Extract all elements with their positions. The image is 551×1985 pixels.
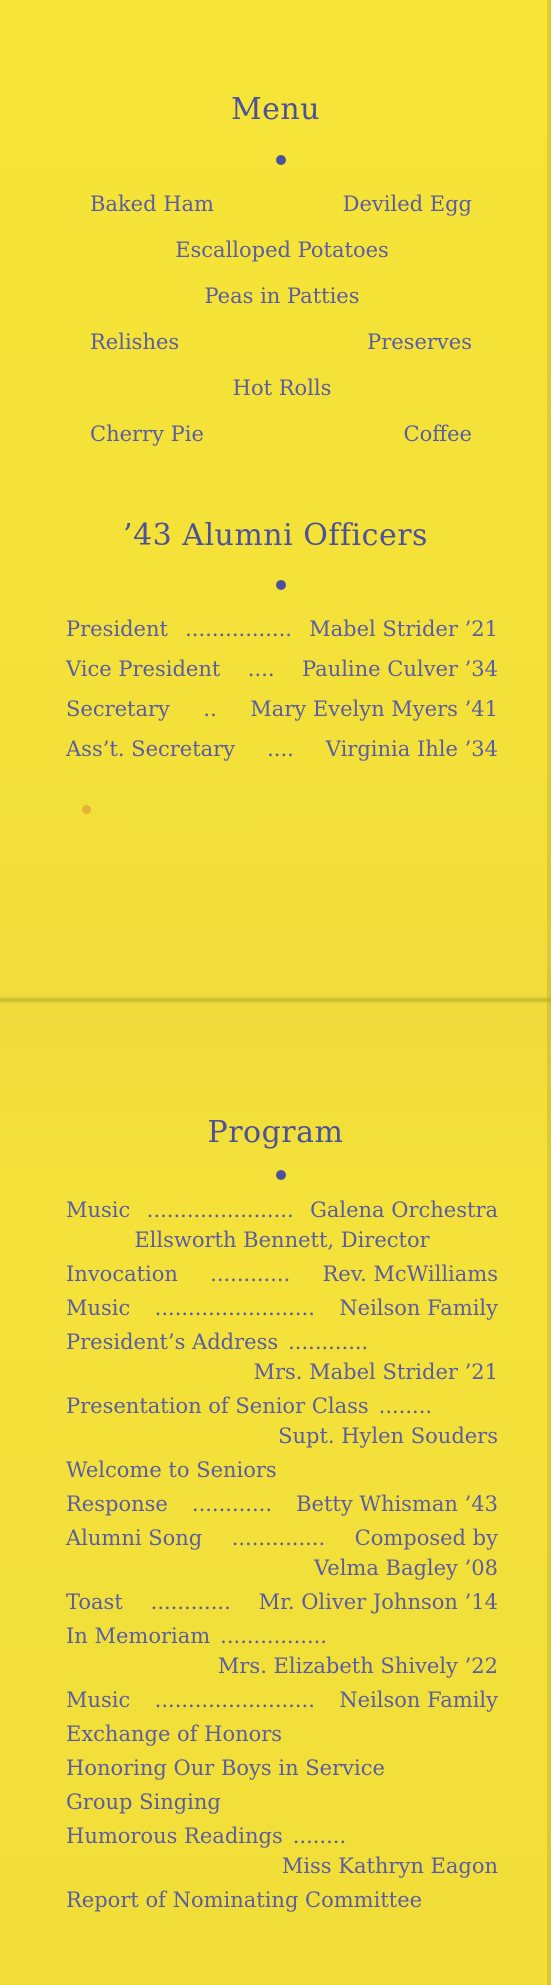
officer-role: Secretary <box>66 697 170 721</box>
program-item: Humorous Readings <box>66 1824 283 1848</box>
dot-leader: ........................ <box>154 1296 315 1320</box>
officers-title: ’43 Alumni Officers <box>123 518 428 553</box>
menu-line <box>90 190 472 218</box>
program-line <box>66 1554 498 1582</box>
dot-leader: ........ <box>292 1824 347 1848</box>
program-performer: Miss Kathryn Eagon <box>281 1854 498 1878</box>
program-item: Music <box>66 1296 131 1320</box>
dot-leader: ............ <box>210 1262 291 1286</box>
dot-leader: ........ <box>378 1394 433 1418</box>
officer-row <box>66 735 498 763</box>
program-divider-dot <box>276 1170 286 1180</box>
program-performer: Ellsworth Bennett, Director <box>134 1228 430 1252</box>
officer-role: Ass’t. Secretary <box>66 737 236 761</box>
program-item: Report of Nominating Committee <box>66 1888 423 1912</box>
officer-row <box>66 655 498 683</box>
menu-item: Peas in Patties <box>204 284 360 308</box>
menu-line <box>90 420 472 448</box>
officer-row <box>66 615 498 643</box>
program-line <box>66 1886 498 1914</box>
dot-leader: .... <box>247 657 275 681</box>
card-edge <box>547 0 551 1985</box>
officer-name: Virginia Ihle ’34 <box>325 737 498 761</box>
program-line <box>66 1358 498 1386</box>
program-item: President’s Address <box>66 1330 279 1354</box>
program-item: Toast <box>66 1590 123 1614</box>
officer-role: Vice President <box>66 657 221 681</box>
program-item: Music <box>66 1198 131 1222</box>
dot-leader: ............ <box>191 1492 273 1516</box>
menu-title: Menu <box>230 92 321 127</box>
menu-line <box>66 236 498 264</box>
menu-line <box>66 282 498 310</box>
officer-role: President <box>66 617 168 641</box>
program-line <box>66 1456 498 1484</box>
program-line <box>66 1490 498 1518</box>
menu-item: Relishes <box>90 330 180 354</box>
program-line <box>66 1196 498 1224</box>
program-item: Music <box>66 1688 131 1712</box>
dot-leader: ............ <box>288 1330 369 1354</box>
menu-item: Preserves <box>367 330 472 354</box>
program-line <box>66 1852 498 1880</box>
program-performer: Velma Bagley ’08 <box>314 1556 498 1580</box>
dot-leader: ................ <box>185 617 292 641</box>
menu-line <box>90 328 472 356</box>
program-item: Welcome to Seniors <box>66 1458 277 1482</box>
officer-name: Mary Evelyn Myers ’41 <box>250 697 498 721</box>
dot-leader: .. <box>203 697 217 721</box>
menu-line <box>66 374 498 402</box>
dot-leader: .............. <box>231 1526 326 1550</box>
officer-name: Pauline Culver ’34 <box>301 657 498 681</box>
stain-spot <box>82 805 91 814</box>
fold-crease <box>0 996 551 1004</box>
dot-leader: ............ <box>150 1590 231 1614</box>
program-performer: Neilson Family <box>339 1688 498 1712</box>
program-item: Invocation <box>66 1262 178 1286</box>
menu-item: Hot Rolls <box>232 376 332 400</box>
program-line <box>66 1294 498 1322</box>
program-line <box>66 1652 498 1680</box>
officer-row <box>66 695 498 723</box>
menu-item: Escalloped Potatoes <box>175 238 389 262</box>
program-line <box>66 1260 498 1288</box>
menu-item: Coffee <box>403 422 472 446</box>
menu-divider-dot <box>276 155 286 165</box>
program-line <box>66 1226 498 1254</box>
program-performer: Betty Whisman ’43 <box>296 1492 498 1516</box>
officers-divider-dot <box>276 580 286 590</box>
program-line <box>66 1754 498 1782</box>
program-line <box>66 1622 498 1650</box>
program-performer: Mrs. Mabel Strider ’21 <box>253 1360 498 1384</box>
program-performer: Supt. Hylen Souders <box>278 1424 498 1448</box>
program-performer: Mrs. Elizabeth Shively ’22 <box>217 1654 498 1678</box>
program-item: Honoring Our Boys in Service <box>66 1756 385 1780</box>
program-line <box>66 1686 498 1714</box>
program-item: Group Singing <box>66 1790 221 1814</box>
program-line <box>66 1788 498 1816</box>
officer-name: Mabel Strider ’21 <box>309 617 498 641</box>
program-item: Presentation of Senior Class <box>66 1394 369 1418</box>
program-line <box>66 1392 498 1420</box>
program-item: Alumni Song <box>66 1526 203 1550</box>
menu-item: Cherry Pie <box>90 422 204 446</box>
program-line <box>66 1524 498 1552</box>
program-line <box>66 1720 498 1748</box>
program-line <box>66 1422 498 1450</box>
program-line <box>66 1588 498 1616</box>
program-performer: Rev. McWilliams <box>322 1262 498 1286</box>
program-line <box>66 1822 498 1850</box>
program-line <box>66 1328 498 1356</box>
menu-item: Deviled Egg <box>342 192 472 216</box>
program-item: Response <box>66 1492 168 1516</box>
dot-leader: .... <box>267 737 294 761</box>
program-item: In Memoriam <box>66 1624 211 1648</box>
dot-leader: ...................... <box>146 1198 294 1222</box>
program-performer: Neilson Family <box>339 1296 498 1320</box>
program-performer: Mr. Oliver Johnson ’14 <box>258 1590 498 1614</box>
program-performer: Galena Orchestra <box>310 1198 498 1222</box>
dot-leader: ................ <box>220 1624 327 1648</box>
program-title: Program <box>207 1115 344 1150</box>
menu-item: Baked Ham <box>90 192 214 216</box>
dot-leader: ........................ <box>154 1688 315 1712</box>
program-performer: Composed by <box>354 1526 498 1550</box>
program-item: Exchange of Honors <box>66 1722 283 1746</box>
